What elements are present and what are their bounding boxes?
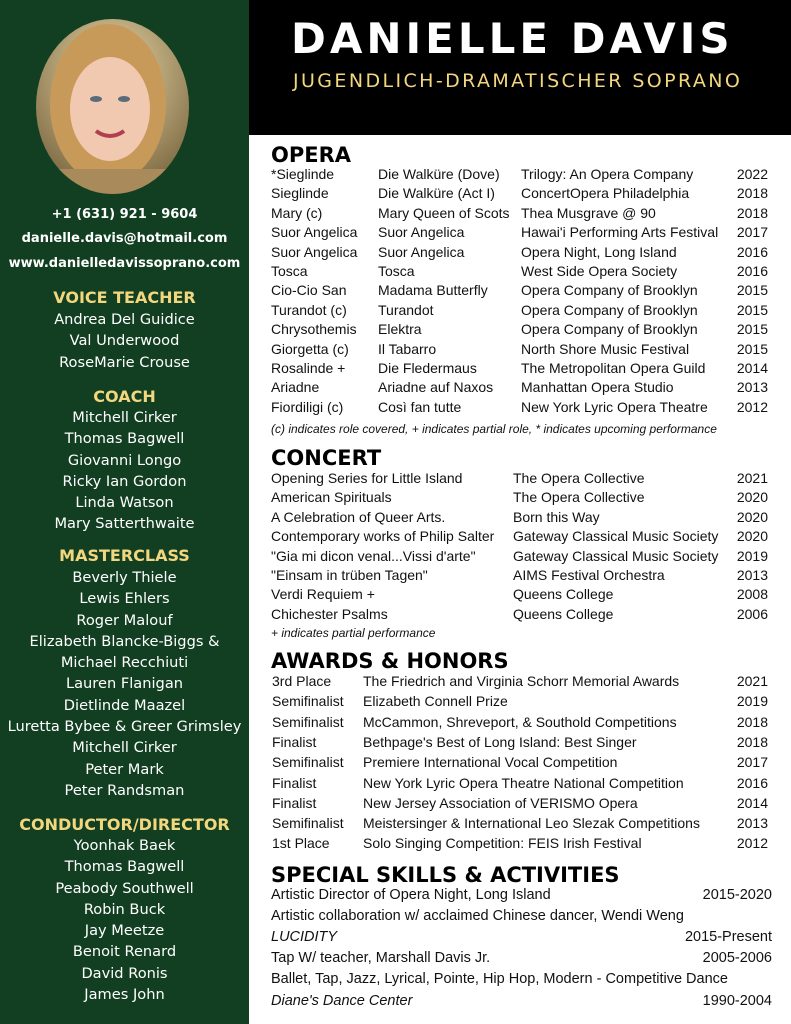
skill-label: LUCIDITY [271, 929, 338, 946]
table-cell: Hawai'i Performing Arts Festival [521, 224, 719, 241]
table-cell: 2017 [736, 754, 768, 771]
table-cell: Die Walküre (Act I) [378, 185, 495, 202]
table-row [271, 244, 771, 264]
skill-years: 2015-Present [684, 929, 772, 946]
table-cell: West Side Opera Society [521, 263, 678, 279]
list-item: James John [84, 986, 165, 1004]
table-cell: 2020 [736, 508, 768, 525]
table-cell: The Metropolitan Opera Guild [521, 360, 706, 376]
table-cell: AIMS Festival Orchestra [513, 567, 665, 583]
table-cell: Madama Butterfly [378, 282, 488, 299]
table-cell: Opera Company of Brooklyn [521, 301, 698, 318]
table-row [271, 360, 771, 380]
table-cell: 2013 [736, 379, 768, 396]
table-row [271, 815, 771, 835]
table-cell: Chichester Psalms [271, 605, 388, 622]
table-cell: New York Lyric Opera Theatre [521, 398, 708, 415]
table-row [271, 489, 771, 509]
table-cell: Semifinalist [272, 754, 344, 771]
table-cell: 2015 [736, 321, 768, 338]
table-cell: 2014 [736, 794, 768, 811]
list-item: Peabody Southwell [55, 879, 194, 897]
table-cell: "Gia mi dicon venal...Vissi d'arte" [271, 547, 476, 564]
masterclass-list [0, 567, 249, 801]
list-item: Dietlinde Maazel [63, 696, 186, 714]
list-item: Thomas Bagwell [64, 858, 185, 876]
page-title: DANIELLE DAVIS [291, 14, 734, 63]
table-cell: Trilogy: An Opera Company [521, 166, 694, 182]
table-cell: 2016 [736, 774, 768, 791]
skill-label: Diane's Dance Center [271, 992, 413, 1009]
table-row [271, 775, 771, 795]
table-row [271, 224, 771, 244]
list-item: Lewis Ehlers [79, 590, 170, 608]
list-item: Andrea Del Guidice [54, 311, 195, 328]
skill-years: 2005-2006 [702, 950, 772, 967]
skill-label: Artistic collaboration w/ acclaimed Chinese dancer, Wendi Weng [271, 908, 684, 925]
table-cell: 2020 [736, 528, 768, 545]
table-cell: Opening Series for Little Island [271, 470, 463, 486]
masterclass-heading: MASTERCLASS [59, 546, 190, 565]
list-item: Roger Malouf [76, 611, 173, 629]
voice-teacher-heading: VOICE TEACHER [53, 288, 196, 307]
table-cell: Chrysothemis [271, 321, 357, 338]
table-cell: North Shore Music Festival [521, 340, 690, 357]
opera-note: (c) indicates role covered, + indicates partial role, * indicates upcoming performance [271, 422, 717, 436]
coach-heading: COACH [93, 387, 156, 406]
list-item: RoseMarie Crouse [59, 353, 190, 371]
table-cell: Semifinalist [272, 815, 344, 832]
table-cell: Opera Company of Brooklyn [521, 321, 698, 338]
table-cell: Verdi Requiem + [271, 586, 375, 603]
list-item: David Ronis [81, 964, 168, 982]
website-link[interactable]: www.danielledavissoprano.com [8, 256, 241, 271]
table-cell: 2015 [736, 282, 768, 299]
table-cell: Opera Company of Brooklyn [521, 282, 698, 299]
awards-heading: AWARDS & HONORS [271, 649, 509, 673]
table-row [271, 302, 771, 322]
list-item: Benoit Renard [72, 943, 177, 961]
table-cell: 1st Place [272, 835, 330, 852]
table-row [271, 282, 771, 302]
list-item: Linda Watson [75, 494, 174, 512]
list-item: Beverly Thiele [72, 569, 177, 586]
table-cell: Suor Angelica [271, 224, 358, 241]
table-row [271, 673, 771, 693]
table-cell: 2018 [736, 713, 768, 730]
table-cell: 2018 [736, 204, 768, 221]
table-cell: 2012 [736, 398, 768, 415]
table-cell: 2020 [736, 489, 768, 506]
list-item: Thomas Bagwell [64, 430, 185, 448]
table-cell: Suor Angelica [271, 243, 358, 260]
table-cell: Contemporary works of Philip Salter [271, 528, 495, 545]
list-item [271, 887, 772, 903]
table-row [271, 693, 771, 713]
table-cell: Elizabeth Connell Prize [363, 693, 508, 710]
table-cell: McCammon, Shreveport, & Southold Competitions [363, 713, 677, 730]
table-row [271, 321, 771, 341]
table-row [271, 263, 771, 283]
table-cell: 2006 [736, 605, 768, 622]
email-address[interactable]: danielle.davis@hotmail.com [21, 231, 228, 246]
skill-label: Ballet, Tap, Jazz, Lyrical, Pointe, Hip Hop, Modern - Competitive Dance [271, 971, 728, 988]
conductor-list [0, 835, 249, 1005]
concert-heading: CONCERT [271, 446, 382, 470]
table-cell: Cio-Cio San [271, 282, 347, 299]
table-cell: *Sieglinde [271, 166, 335, 182]
table-cell: 2013 [736, 567, 768, 583]
table-cell: A Celebration of Queer Arts. [271, 508, 446, 525]
table-row [271, 509, 771, 529]
table-row [271, 795, 771, 815]
table-cell: 2018 [736, 733, 768, 750]
table-cell: 2015 [736, 340, 768, 357]
table-cell: Turandot [378, 301, 434, 318]
table-cell: 2022 [736, 166, 768, 182]
table-row [271, 341, 771, 361]
table-row [271, 185, 771, 205]
table-cell: Queens College [513, 586, 614, 603]
table-cell: 2012 [736, 835, 768, 852]
table-cell: Ariadne auf Naxos [378, 379, 494, 396]
portrait-photo [36, 19, 189, 194]
table-row [271, 754, 771, 774]
list-item: Peter Randsman [64, 781, 185, 799]
voice-type-subtitle: JUGENDLICH-DRAMATISCHER SOPRANO [293, 70, 743, 92]
skills-heading: SPECIAL SKILLS & ACTIVITIES [271, 863, 620, 887]
table-cell: Gateway Classical Music Society [513, 528, 719, 545]
table-cell: New York Lyric Opera Theatre National Competition [363, 774, 684, 791]
skill-years: 1990-2004 [702, 992, 772, 1009]
table-row [271, 835, 771, 855]
table-cell: Sieglinde [271, 185, 329, 202]
list-item: Ricky Ian Gordon [62, 472, 187, 490]
table-cell: Così fan tutte [378, 398, 462, 415]
table-cell: Suor Angelica [378, 224, 465, 241]
table-cell: Born this Way [513, 508, 600, 525]
table-cell: Die Fledermaus [378, 360, 477, 376]
table-cell: Opera Night, Long Island [521, 243, 677, 260]
table-cell: Finalist [272, 794, 317, 811]
table-cell: 2008 [736, 586, 768, 603]
table-row [271, 714, 771, 734]
table-row [271, 606, 771, 626]
table-cell: Premiere International Vocal Competition [363, 754, 618, 771]
table-row [271, 586, 771, 606]
table-cell: Mary Queen of Scots [378, 204, 510, 221]
table-cell: Gateway Classical Music Society [513, 547, 719, 564]
table-cell: Semifinalist [272, 693, 344, 710]
table-cell: Manhattan Opera Studio [521, 379, 674, 396]
list-item: Mary Satterthwaite [54, 515, 195, 533]
table-cell: 2018 [736, 185, 768, 202]
coach-list [0, 407, 249, 535]
header [249, 0, 791, 135]
table-cell: ConcertOpera Philadelphia [521, 185, 690, 202]
table-cell: Suor Angelica [378, 243, 465, 260]
list-item: Peter Mark [85, 760, 164, 778]
table-cell: Mary (c) [271, 204, 323, 221]
voice-teacher-list [0, 309, 249, 373]
list-item: Yoonhak Baek [73, 837, 176, 854]
table-row [271, 399, 771, 419]
table-cell: "Einsam in trüben Tagen" [271, 567, 428, 583]
table-cell: Finalist [272, 733, 317, 750]
table-cell: Solo Singing Competition: FEIS Irish Festival [363, 835, 642, 852]
table-row [271, 734, 771, 754]
table-cell: Turandot (c) [271, 301, 347, 318]
list-item: Lauren Flanigan [65, 675, 184, 693]
table-cell: Giorgetta (c) [271, 340, 349, 357]
list-item: Val Underwood [69, 332, 180, 350]
table-cell: Thea Musgrave @ 90 [521, 204, 656, 221]
table-cell: 2013 [736, 815, 768, 832]
table-cell: 2019 [736, 547, 768, 564]
list-item: Giovanni Longo [67, 451, 182, 469]
list-item [271, 908, 772, 924]
list-item [271, 971, 772, 987]
table-cell: Finalist [272, 774, 317, 791]
table-row [271, 528, 771, 548]
table-cell: Il Tabarro [378, 340, 437, 357]
phone-number: +1 (631) 921 - 9604 [51, 207, 198, 222]
table-row [271, 548, 771, 568]
table-cell: 2016 [736, 263, 768, 279]
table-cell: Tosca [271, 263, 308, 279]
table-cell: 3rd Place [272, 673, 332, 689]
table-cell: 2021 [736, 673, 768, 689]
table-cell: 2015 [736, 301, 768, 318]
list-item [271, 929, 772, 945]
table-cell: Meistersinger & International Leo Slezak Competitions [363, 815, 700, 832]
list-item: Mitchell Cirker [72, 409, 177, 426]
table-cell: Elektra [378, 321, 422, 338]
skill-label: Artistic Director of Opera Night, Long Island [271, 887, 551, 903]
table-cell: Bethpage's Best of Long Island: Best Singer [363, 733, 637, 750]
table-cell: Queens College [513, 605, 614, 622]
table-cell: Ariadne [271, 379, 320, 396]
list-item: Luretta Bybee & Greer Grimsley [7, 718, 242, 736]
table-cell: 2014 [736, 360, 768, 376]
table-cell: New Jersey Association of VERISMO Opera [363, 794, 638, 811]
list-item: Jay Meetze [84, 922, 165, 940]
list-item: Elizabeth Blancke-Biggs & [29, 632, 220, 650]
opera-heading: OPERA [271, 143, 352, 167]
table-cell: Die Walküre (Dove) [378, 166, 500, 182]
table-row [271, 470, 771, 490]
table-cell: 2019 [736, 693, 768, 710]
list-item: Robin Buck [83, 900, 166, 918]
table-cell: The Opera Collective [513, 470, 645, 486]
conductor-heading: CONDUCTOR/DIRECTOR [19, 815, 230, 834]
table-row [271, 205, 771, 225]
table-cell: American Spirituals [271, 489, 392, 506]
avatar [36, 19, 189, 194]
table-row [271, 166, 771, 186]
table-cell: The Friedrich and Virginia Schorr Memorial Awards [363, 673, 680, 689]
table-cell: Semifinalist [272, 713, 344, 730]
sidebar [0, 0, 249, 1024]
list-item [271, 950, 772, 966]
skill-years: 2015-2020 [702, 887, 772, 903]
table-row [271, 379, 771, 399]
table-cell: Rosalinde + [271, 360, 346, 376]
table-cell: 2021 [736, 470, 768, 486]
list-item: Michael Recchiuti [60, 654, 189, 672]
table-cell: 2016 [736, 243, 768, 260]
concert-note: + indicates partial performance [271, 626, 436, 640]
list-item: Mitchell Cirker [72, 739, 177, 757]
table-row [271, 567, 771, 587]
table-cell: The Opera Collective [513, 489, 645, 506]
table-cell: Tosca [378, 263, 415, 279]
list-item [271, 993, 772, 1009]
table-cell: 2017 [736, 224, 768, 241]
skill-label: Tap W/ teacher, Marshall Davis Jr. [271, 950, 491, 967]
table-cell: Fiordiligi (c) [271, 398, 344, 415]
